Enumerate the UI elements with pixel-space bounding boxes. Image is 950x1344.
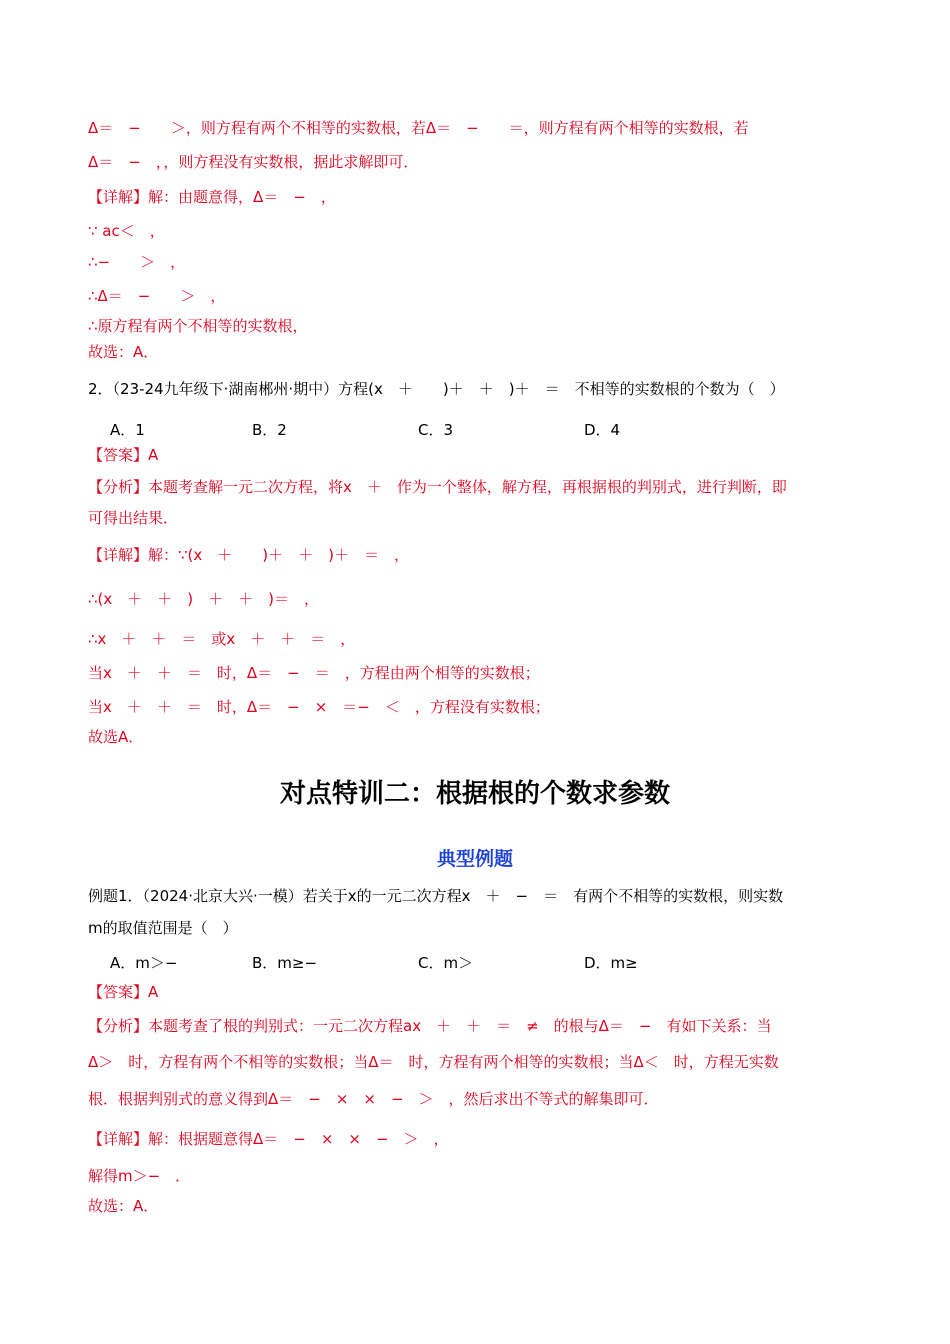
text-line: ∵ ac＜ ， <box>88 222 165 240</box>
choice-line: 故选：A． <box>88 1197 159 1215</box>
text-line: Δ＝ − ，，则方程没有实数根，据此求解即可． <box>88 153 419 171</box>
detail-line: ∴x ＋ ＋ ＝ 或x ＋ ＋ ＝ ， <box>88 630 356 648</box>
option-b: B．2 <box>252 421 287 439</box>
choice-line: 故选A． <box>88 728 144 746</box>
question-stem: 例题1．（2024·北京大兴·一模）若关于x的一元二次方程x ＋ − ＝ 有两个不相等的实数根，则实数 <box>88 887 784 905</box>
answer-line: 【答案】A <box>88 983 159 1001</box>
detail-line: 【详解】解：根据题意得Δ＝ − × × − ＞ ， <box>88 1130 449 1148</box>
section-subtitle: 典型例题 <box>436 848 513 870</box>
question-stem: 2．（23-24九年级下·湖南郴州·期中）方程(x ＋ )＋ ＋ )＋ ＝ 不相等的实数根的个数为（ ） <box>88 380 785 398</box>
analysis-line: 根．根据判别式的意义得到Δ＝ − × × − ＞ ，然后求出不等式的解集即可． <box>88 1090 659 1108</box>
analysis-line: Δ＞ 时，方程有两个不相等的实数根；当Δ＝ 时，方程有两个相等的实数根；当Δ＜ 时，方程无实数 <box>88 1053 779 1071</box>
detail-line: 【详解】解：∵(x ＋ )＋ ＋ )＋ ＝ ， <box>88 546 409 564</box>
detail-line: 解得m＞− ． <box>88 1167 191 1185</box>
detail-line: ∴(x ＋ ＋ ) ＋ ＋ )＝ ， <box>88 590 319 608</box>
detail-line: 当x ＋ ＋ ＝ 时，Δ＝ − × ＝− ＜ ，方程没有实数根； <box>88 698 550 716</box>
option-c: C．m＞ <box>418 954 474 972</box>
text-line: Δ＝ − ＞，则方程有两个不相等的实数根，若Δ＝ − ＝，则方程有两个相等的实数根，若 <box>88 119 749 137</box>
choice-line: 故选：A． <box>88 343 159 361</box>
analysis-line: 【分析】本题考查了根的判别式：一元二次方程ax ＋ ＋ ＝ ≠ 的根与Δ＝ − 有如下关系：当 <box>88 1017 772 1035</box>
text-line: ∴− ＞ ， <box>88 253 186 271</box>
question-stem: m的取值范围是（ ） <box>88 919 238 937</box>
option-a: A．m＞− <box>110 954 178 972</box>
answer-line: 【答案】A <box>88 446 159 464</box>
text-line: ∴Δ＝ − ＞ ， <box>88 287 226 305</box>
option-c: C．3 <box>418 421 454 439</box>
analysis-line: 【分析】本题考查解一元二次方程，将x ＋ 作为一个整体，解方程，再根据根的判别式，进行判断，即 <box>88 478 787 496</box>
detail-line: 当x ＋ ＋ ＝ 时，Δ＝ − ＝ ，方程由两个相等的实数根； <box>88 664 540 682</box>
section-title: 对点特训二：根据根的个数求参数 <box>279 779 670 809</box>
option-d: D．m≥ <box>584 954 638 972</box>
option-d: D．4 <box>584 421 621 439</box>
option-b: B．m≥− <box>252 954 318 972</box>
option-a: A．1 <box>110 421 145 439</box>
analysis-line: 可得出结果． <box>88 509 179 527</box>
text-line: ∴原方程有两个不相等的实数根， <box>88 317 308 335</box>
detail-line: 【详解】解：由题意得，Δ＝ − ， <box>88 188 336 206</box>
